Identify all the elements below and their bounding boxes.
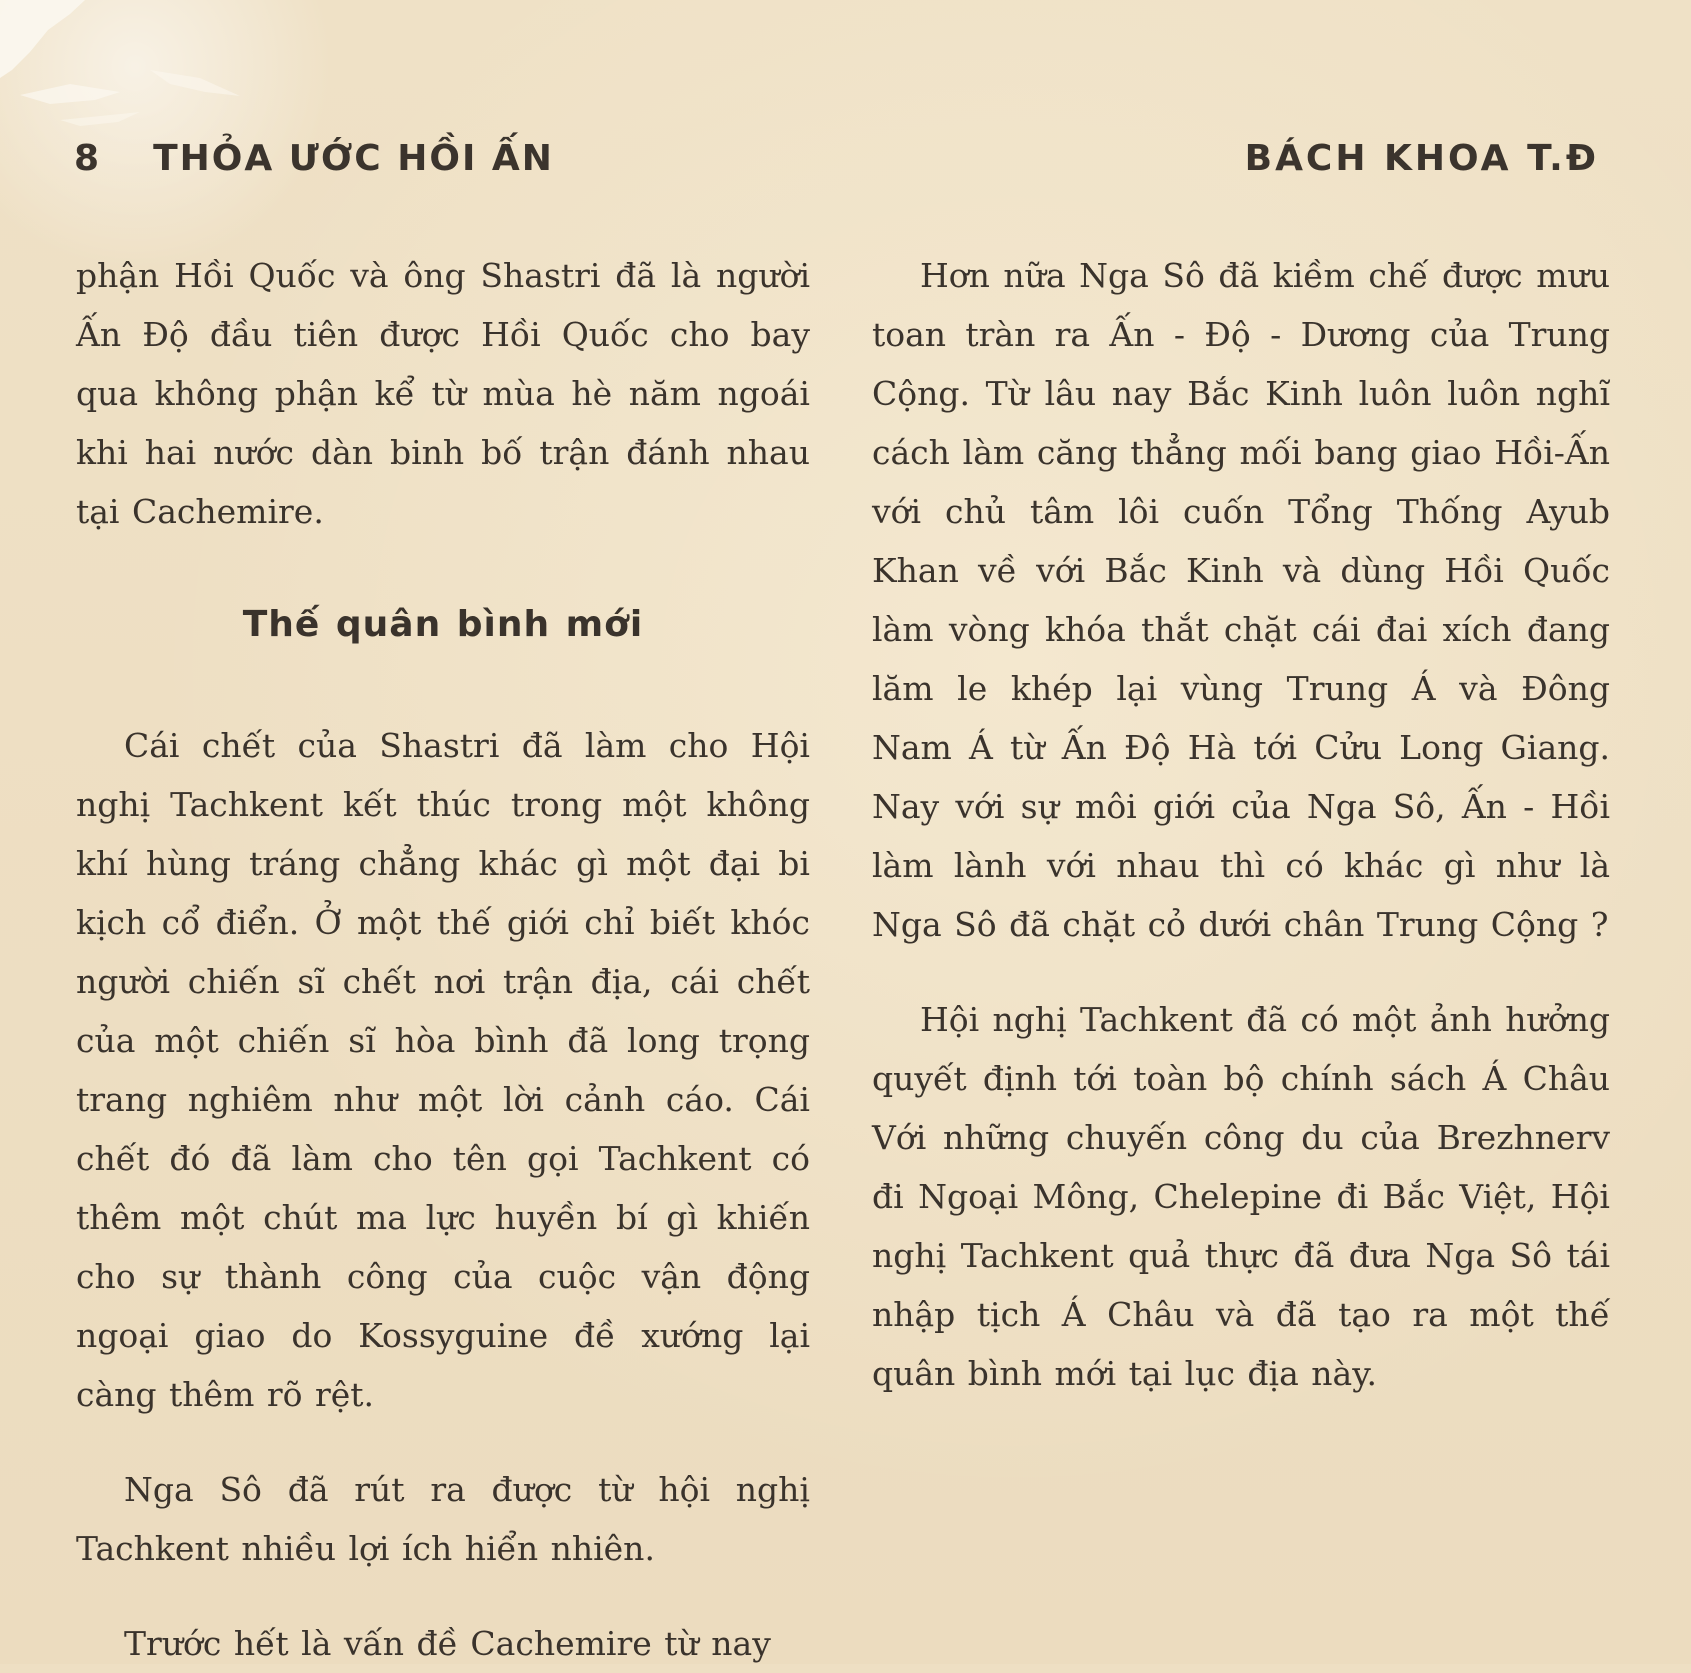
publication-title: BÁCH KHOA T.Đ: [1244, 138, 1599, 179]
right-column: [872, 246, 1610, 1403]
section-heading: Thế quân bình mới: [242, 604, 644, 645]
paragraph: Trước hết là vấn đề Cachemire từ nay: [124, 1624, 771, 1663]
paragraph: Nga Sô đã rút ra được từ hội nghị Tachkent nhiều lợi ích hiển nhiên.: [76, 1470, 810, 1568]
paragraph: Cái chết của Shastri đã làm cho Hội nghị Tachkent kết thúc trong một không khí hùng tráng chẳng khác gì một đại bi kịch cổ điển. Ở một thế giới chỉ biết khóc người chiến sĩ chết nơi trận địa, cái chết của một chiến sĩ hòa bình đã long trọng trang nghiêm như một lời cảnh cáo. Cái chết đó đã làm cho tên gọi Tachkent có thêm một chút ma lực huyền bí gì khiến cho sự thành công của cuộc vận động ngoại giao do Kossyguine đề xướng lại càng thêm rõ rệt.: [76, 726, 810, 1414]
paragraph: Hơn nữa Nga Sô đã kiềm chế được mưu toan tràn ra Ấn - Độ - Dương của Trung Cộng. Từ lâu nay Bắc Kinh luôn luôn nghĩ cách làm căng thẳng mối bang giao Hồi-Ấn với chủ tâm lôi cuốn Tổng Thống Ayub Khan về với Bắc Kinh và dùng Hồi Quốc làm vòng khóa thắt chặt cái đai xích đang lăm le khép lại vùng Trung Á và Đông Nam Á từ Ấn Độ Hà tới Cửu Long Giang. Nay với sự môi giới của Nga Sô, Ấn - Hồi làm lành với nhau thì có khác gì như là Nga Sô đã chặt cỏ dưới chân Trung Cộng ?: [872, 256, 1610, 944]
left-column: [76, 246, 810, 1673]
section-title: THỎA ƯỚC HỒI ẤN: [153, 138, 554, 179]
paragraph: Hội nghị Tachkent đã có một ảnh hưởng quyết định tới toàn bộ chính sách Á Châu Với những chuyến công du của Brezhnerv đi Ngoại Mông, Chelepine đi Bắc Việt, Hội nghị Tachkent quả thực đã đưa Nga Sô tái nhập tịch Á Châu và đã tạo ra một thế quân bình mới tại lục địa này.: [872, 1000, 1610, 1393]
page-number: 8: [74, 138, 102, 179]
running-header-left: [74, 138, 554, 188]
paragraph: phận Hồi Quốc và ông Shastri đã là người Ấn Độ đầu tiên được Hồi Quốc cho bay qua không phận kể từ mùa hè năm ngoái khi hai nước dàn binh bố trận đánh nhau tại Cachemire.: [76, 256, 810, 531]
